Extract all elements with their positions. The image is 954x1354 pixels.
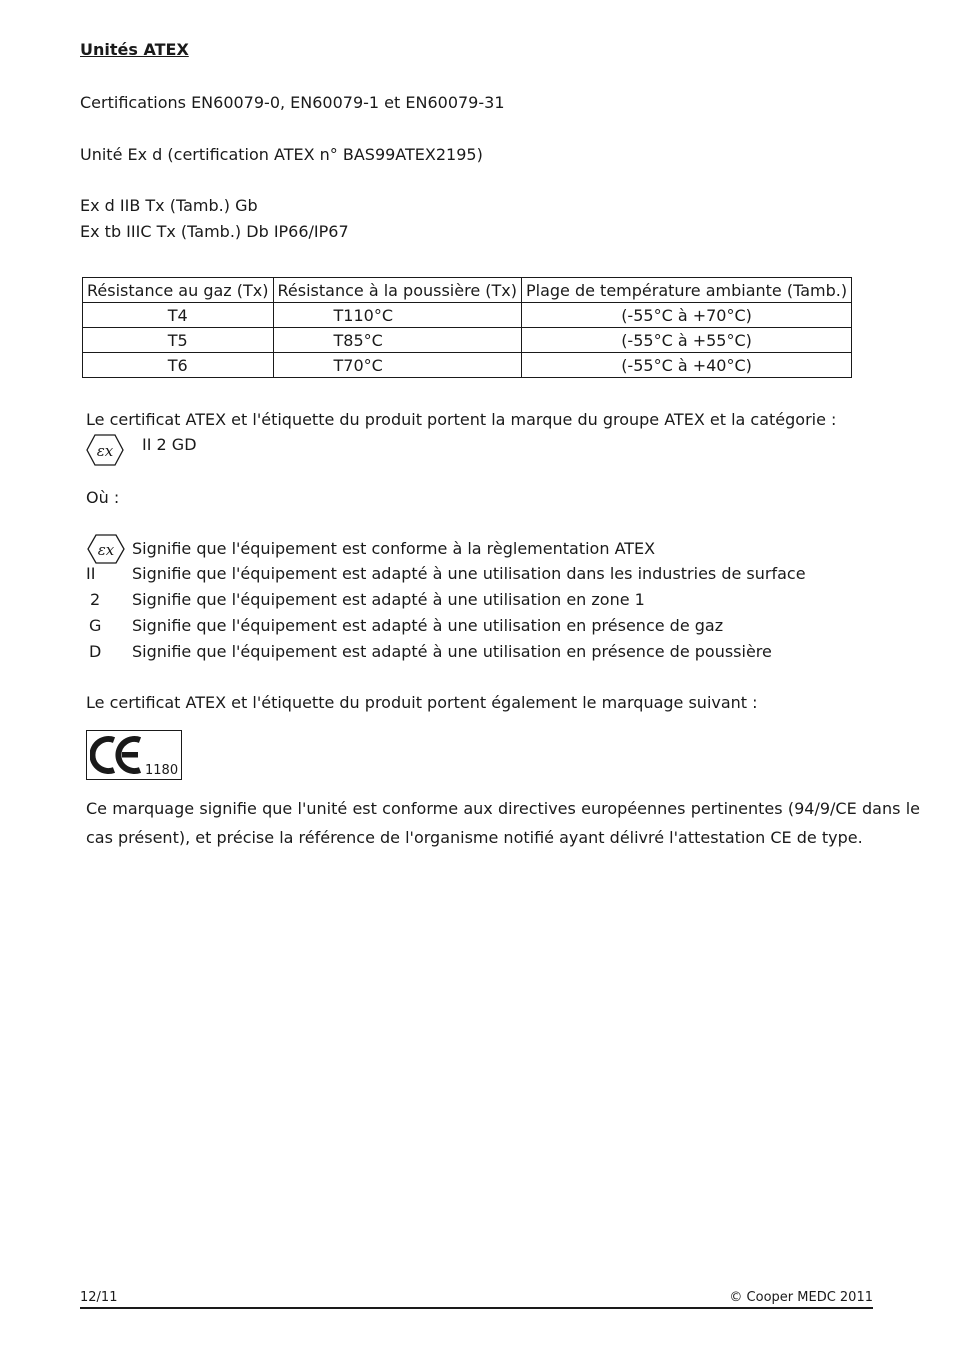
unit-certification-text: Unité Ex d (certification ATEX n° BAS99ATEX2195) <box>80 145 483 164</box>
group-intro-text: Le certificat ATEX et l'étiquette du produit portent la marque du groupe ATEX et la catégorie : <box>86 410 837 429</box>
table-cell-ambient: (-55°C à +70°C) <box>521 303 851 328</box>
table-cell-dust: T110°C <box>273 303 521 328</box>
svg-text:εx: εx <box>96 442 114 460</box>
table-row <box>83 303 852 328</box>
list-item-symbol: 2 <box>90 590 101 609</box>
list-item-text: Signifie que l'équipement est adapté à une utilisation en zone 1 <box>132 590 645 609</box>
table-header-dust: Résistance à la poussière (Tx) <box>273 278 521 303</box>
table-cell-dust: T85°C <box>273 328 521 353</box>
ex-hexagon-icon <box>86 433 124 467</box>
certifications-text: Certifications EN60079-0, EN60079-1 et EN60079-31 <box>80 93 505 112</box>
ce-mark-icon <box>90 734 144 776</box>
list-item-symbol: G <box>89 616 102 635</box>
list-item-text: Signifie que l'équipement est adapté à une utilisation en présence de poussière <box>132 642 772 661</box>
list-item-text: Signifie que l'équipement est adapté à une utilisation en présence de gaz <box>132 616 724 635</box>
table-header-row <box>83 278 852 303</box>
gas-marking-text: Ex d IIB Tx (Tamb.) Gb <box>80 196 258 215</box>
ce-marking-box <box>86 730 182 780</box>
temperature-class-table <box>82 277 852 378</box>
list-item-text: Signifie que l'équipement est conforme à la règlementation ATEX <box>132 539 656 558</box>
table-header-gas: Résistance au gaz (Tx) <box>83 278 274 303</box>
table-cell-ambient: (-55°C à +40°C) <box>521 353 851 378</box>
svg-text:εx: εx <box>97 541 115 559</box>
table-row <box>83 328 852 353</box>
footer-divider <box>80 1307 873 1309</box>
page-number: 12/11 <box>80 1290 118 1305</box>
table-cell-gas: T5 <box>83 328 274 353</box>
list-item-symbol: II <box>86 564 96 583</box>
page-title: Unités ATEX <box>80 40 189 59</box>
notified-body-number: 1180 <box>145 763 179 778</box>
ce-intro-text: Le certificat ATEX et l'étiquette du produit portent également le marquage suivant : <box>86 693 758 712</box>
table-cell-dust: T70°C <box>273 353 521 378</box>
where-label: Où : <box>86 488 120 507</box>
list-item-symbol: D <box>89 642 102 661</box>
group-code-text: II 2 GD <box>142 435 197 454</box>
table-header-ambient: Plage de température ambiante (Tamb.) <box>521 278 851 303</box>
ce-explanation-paragraph: Ce marquage signifie que l'unité est conforme aux directives européennes pertinentes (94/9/CE dans le cas présent), et précise la référence de l'organisme notifié ayant délivré l'attestation CE de type. <box>86 799 920 847</box>
list-item-text: Signifie que l'équipement est adapté à une utilisation dans les industries de surface <box>132 564 806 583</box>
dust-marking-text: Ex tb IIIC Tx (Tamb.) Db IP66/IP67 <box>80 222 349 241</box>
copyright-text: © Cooper MEDC 2011 <box>729 1290 873 1305</box>
table-cell-gas: T6 <box>83 353 274 378</box>
ex-hexagon-icon <box>86 533 126 565</box>
table-row <box>83 353 852 378</box>
table-cell-ambient: (-55°C à +55°C) <box>521 328 851 353</box>
table-cell-gas: T4 <box>83 303 274 328</box>
